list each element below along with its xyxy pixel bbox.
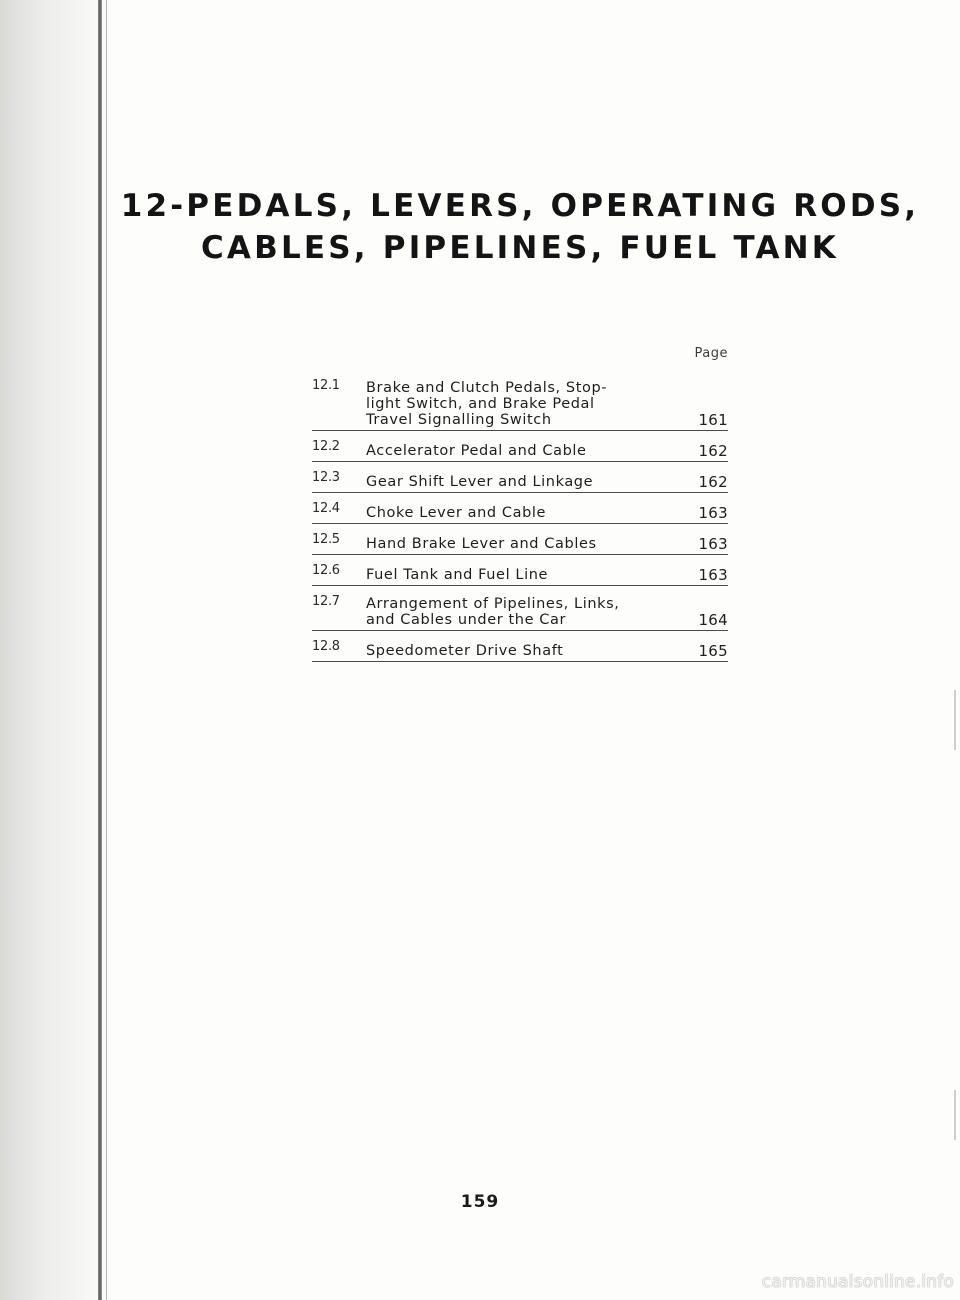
toc-entry-12-8[interactable] [312,639,728,662]
toc-entry-page: 163 [698,504,728,522]
binding-edge-line [98,0,102,1300]
toc-entry-12-2[interactable] [312,439,728,462]
toc-entry-page: 163 [698,566,728,584]
toc-entry-number: 12.2 [312,439,340,454]
toc-entry-page: 161 [698,411,728,429]
toc-entry-page: 163 [698,535,728,553]
table-of-contents [312,378,728,670]
chapter-title-line-2: CABLES, PIPELINES, FUEL TANK [200,230,840,266]
toc-entry-page: 164 [698,611,728,629]
toc-entry-number: 12.3 [312,470,340,485]
toc-entry-number: 12.6 [312,563,340,578]
toc-entry-page: 165 [698,642,728,660]
toc-entry-number: 12.1 [312,378,340,393]
toc-entry-number: 12.8 [312,639,340,654]
toc-entry-title: Choke Lever and Cable [366,505,547,521]
binding-edge-thin-line [106,0,107,1300]
page-number: 159 [460,1192,500,1212]
toc-entry-12-6[interactable] [312,563,728,586]
page-column-heading: Page [694,346,728,361]
page-edge-mark [954,690,956,750]
toc-entry-12-1[interactable] [312,378,728,431]
toc-entry-number: 12.4 [312,501,340,516]
toc-entry-title: Accelerator Pedal and Cable [366,443,587,459]
toc-entry-12-4[interactable] [312,501,728,524]
toc-entry-page: 162 [698,442,728,460]
toc-entry-12-7[interactable] [312,594,728,631]
page-binding-shadow [0,0,112,1300]
toc-entry-number: 12.7 [312,594,340,609]
toc-entry-title: Arrangement of Pipelines, Links, and Cables under the Car [366,596,620,628]
toc-entry-title: Speedometer Drive Shaft [366,643,564,659]
toc-entry-title: Brake and Clutch Pedals, Stop-light Switch, and Brake Pedal Travel Signalling Switch [366,380,608,428]
page-edge-mark [954,1090,956,1140]
toc-entry-12-5[interactable] [312,532,728,555]
toc-entry-title: Fuel Tank and Fuel Line [366,567,549,583]
toc-entry-title: Hand Brake Lever and Cables [366,536,597,552]
chapter-title-line-1: 12-PEDALS, LEVERS, OPERATING RODS, [120,188,920,224]
watermark-text: carmanualsonline.info [761,1272,954,1292]
toc-entry-title: Gear Shift Lever and Linkage [366,474,594,490]
toc-entry-number: 12.5 [312,532,340,547]
toc-entry-page: 162 [698,473,728,491]
toc-entry-12-3[interactable] [312,470,728,493]
